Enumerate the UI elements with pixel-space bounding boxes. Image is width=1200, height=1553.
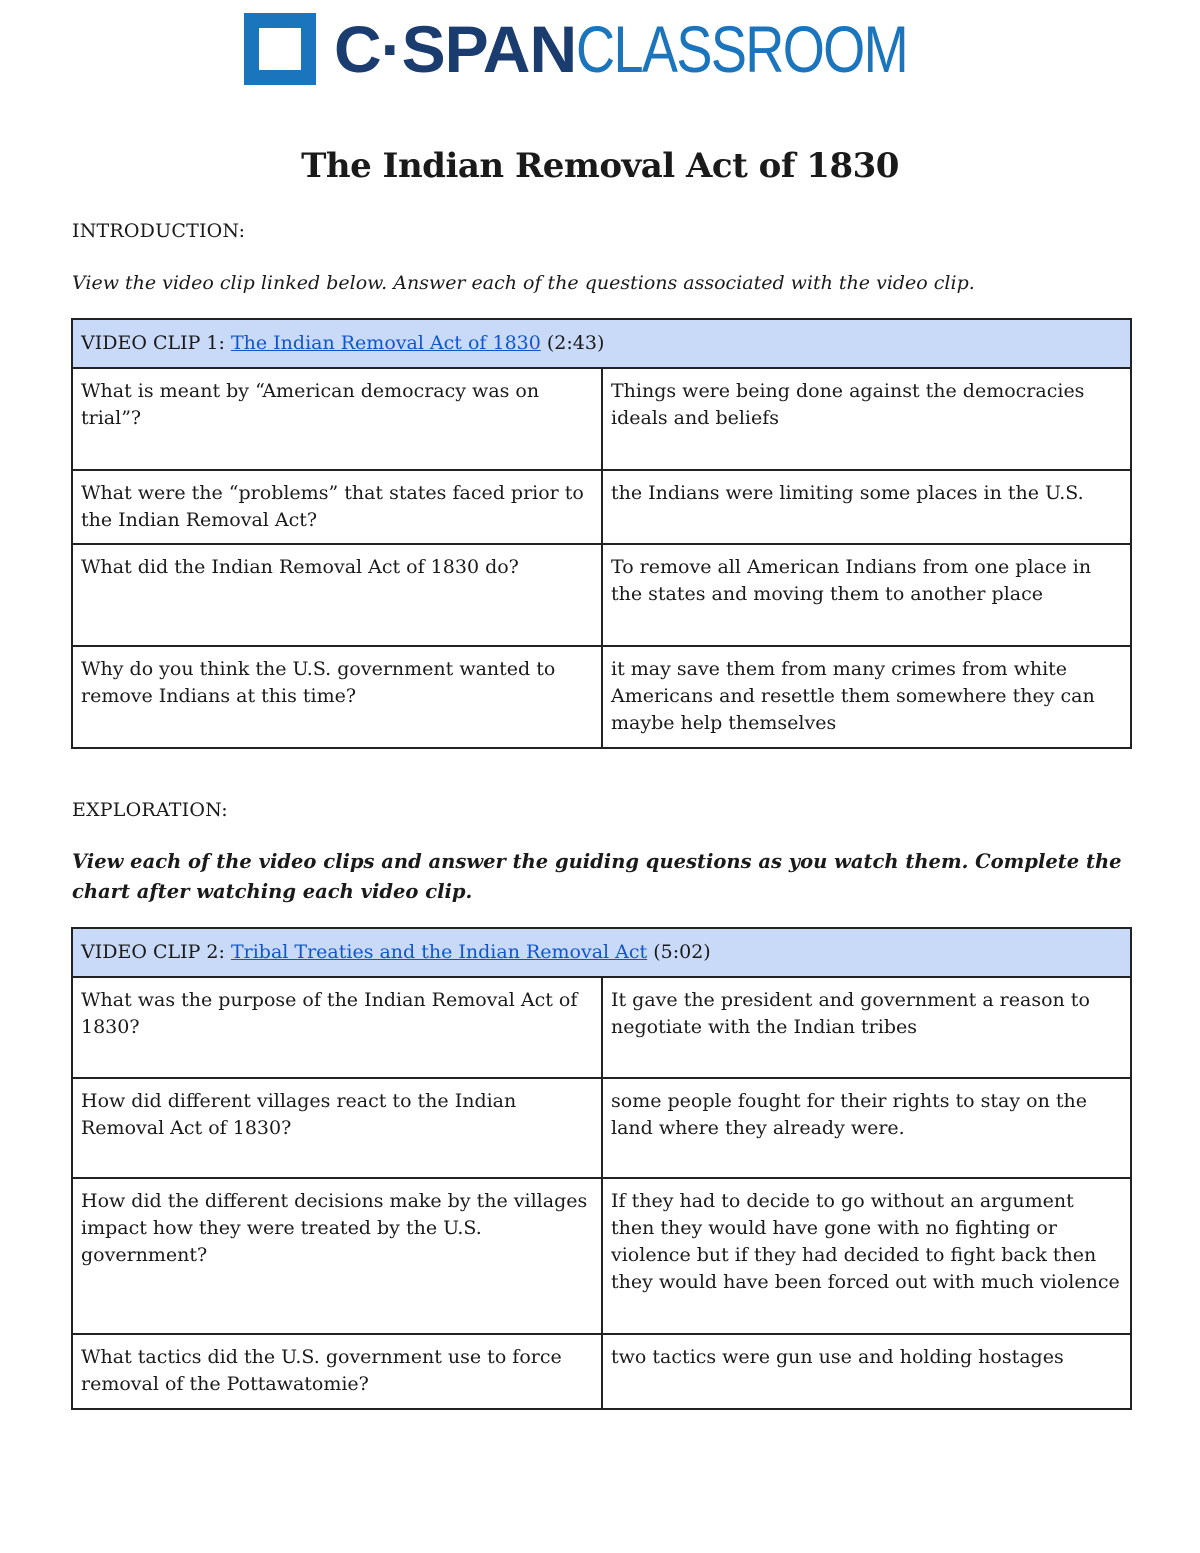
answer-cell[interactable]: two tactics were gun use and holding hostages [602, 1334, 1131, 1409]
answer-cell[interactable]: It gave the president and government a reason to negotiate with the Indian tribes [602, 977, 1131, 1078]
table-row [72, 544, 1131, 646]
answer-cell[interactable]: To remove all American Indians from one place in the states and moving them to another place [602, 544, 1131, 646]
clip-duration: (2:43) [540, 332, 605, 354]
cspan-classroom-logo [244, 13, 980, 85]
video-clip-1-header [72, 319, 1131, 368]
table-row [72, 470, 1131, 544]
table-header-row [72, 928, 1131, 977]
answer-cell[interactable]: it may save them from many crimes from white Americans and resettle them somewhere they can maybe help themselves [602, 646, 1131, 748]
answer-cell[interactable]: Things were being done against the democracies ideals and beliefs [602, 368, 1131, 470]
question-cell: How did different villages react to the Indian Removal Act of 1830? [72, 1078, 602, 1178]
exploration-heading: EXPLORATION: [72, 799, 228, 821]
question-cell: What is meant by “American democracy was on trial”? [72, 368, 602, 470]
question-cell: What were the “problems” that states faced prior to the Indian Removal Act? [72, 470, 602, 544]
video-clip-1-link[interactable]: The Indian Removal Act of 1830 [230, 332, 541, 354]
video-clip-2-header [72, 928, 1131, 977]
table-row [72, 646, 1131, 748]
answer-cell[interactable]: the Indians were limiting some places in the U.S. [602, 470, 1131, 544]
introduction-heading: INTRODUCTION: [72, 220, 246, 242]
table-row [72, 1078, 1131, 1178]
question-cell: What tactics did the U.S. government use to force removal of the Pottawatomie? [72, 1334, 602, 1409]
question-cell: How did the different decisions make by the villages impact how they were treated by the U.S. government? [72, 1178, 602, 1334]
video-clip-2-link[interactable]: Tribal Treaties and the Indian Removal Act [230, 941, 648, 963]
clip-duration: (5:02) [647, 941, 711, 963]
answer-cell[interactable]: If they had to decide to go without an argument then they would have gone with no fighting or violence but if they had decided to fight back then they would have been forced out with much violence [602, 1178, 1131, 1334]
question-cell: What was the purpose of the Indian Removal Act of 1830? [72, 977, 602, 1078]
answer-cell[interactable]: some people fought for their rights to stay on the land where they already were. [602, 1078, 1131, 1178]
table-row [72, 977, 1131, 1078]
page-title: The Indian Removal Act of 1830 [301, 146, 899, 186]
question-cell: What did the Indian Removal Act of 1830 do? [72, 544, 602, 646]
video-clip-1-table [71, 318, 1132, 749]
table-row [72, 1178, 1131, 1334]
table-row [72, 1334, 1131, 1409]
introduction-instruction: View the video clip linked below. Answer each of the questions associated with the video clip. [72, 272, 975, 294]
logo-square-icon [244, 13, 316, 85]
logo-classroom-text: CLASSROOM [576, 12, 908, 86]
clip-prefix: VIDEO CLIP 1: [81, 332, 231, 354]
table-row [72, 368, 1131, 470]
logo-cspan-text: C·SPAN [334, 12, 577, 86]
video-clip-2-table [71, 927, 1132, 1410]
question-cell: Why do you think the U.S. government wanted to remove Indians at this time? [72, 646, 602, 748]
table-header-row [72, 319, 1131, 368]
exploration-instruction: View each of the video clips and answer the guiding questions as you watch them. Complete the chart after watching each video clip. [72, 850, 1122, 903]
clip-prefix: VIDEO CLIP 2: [81, 941, 231, 963]
logo-wordmark [334, 12, 980, 86]
